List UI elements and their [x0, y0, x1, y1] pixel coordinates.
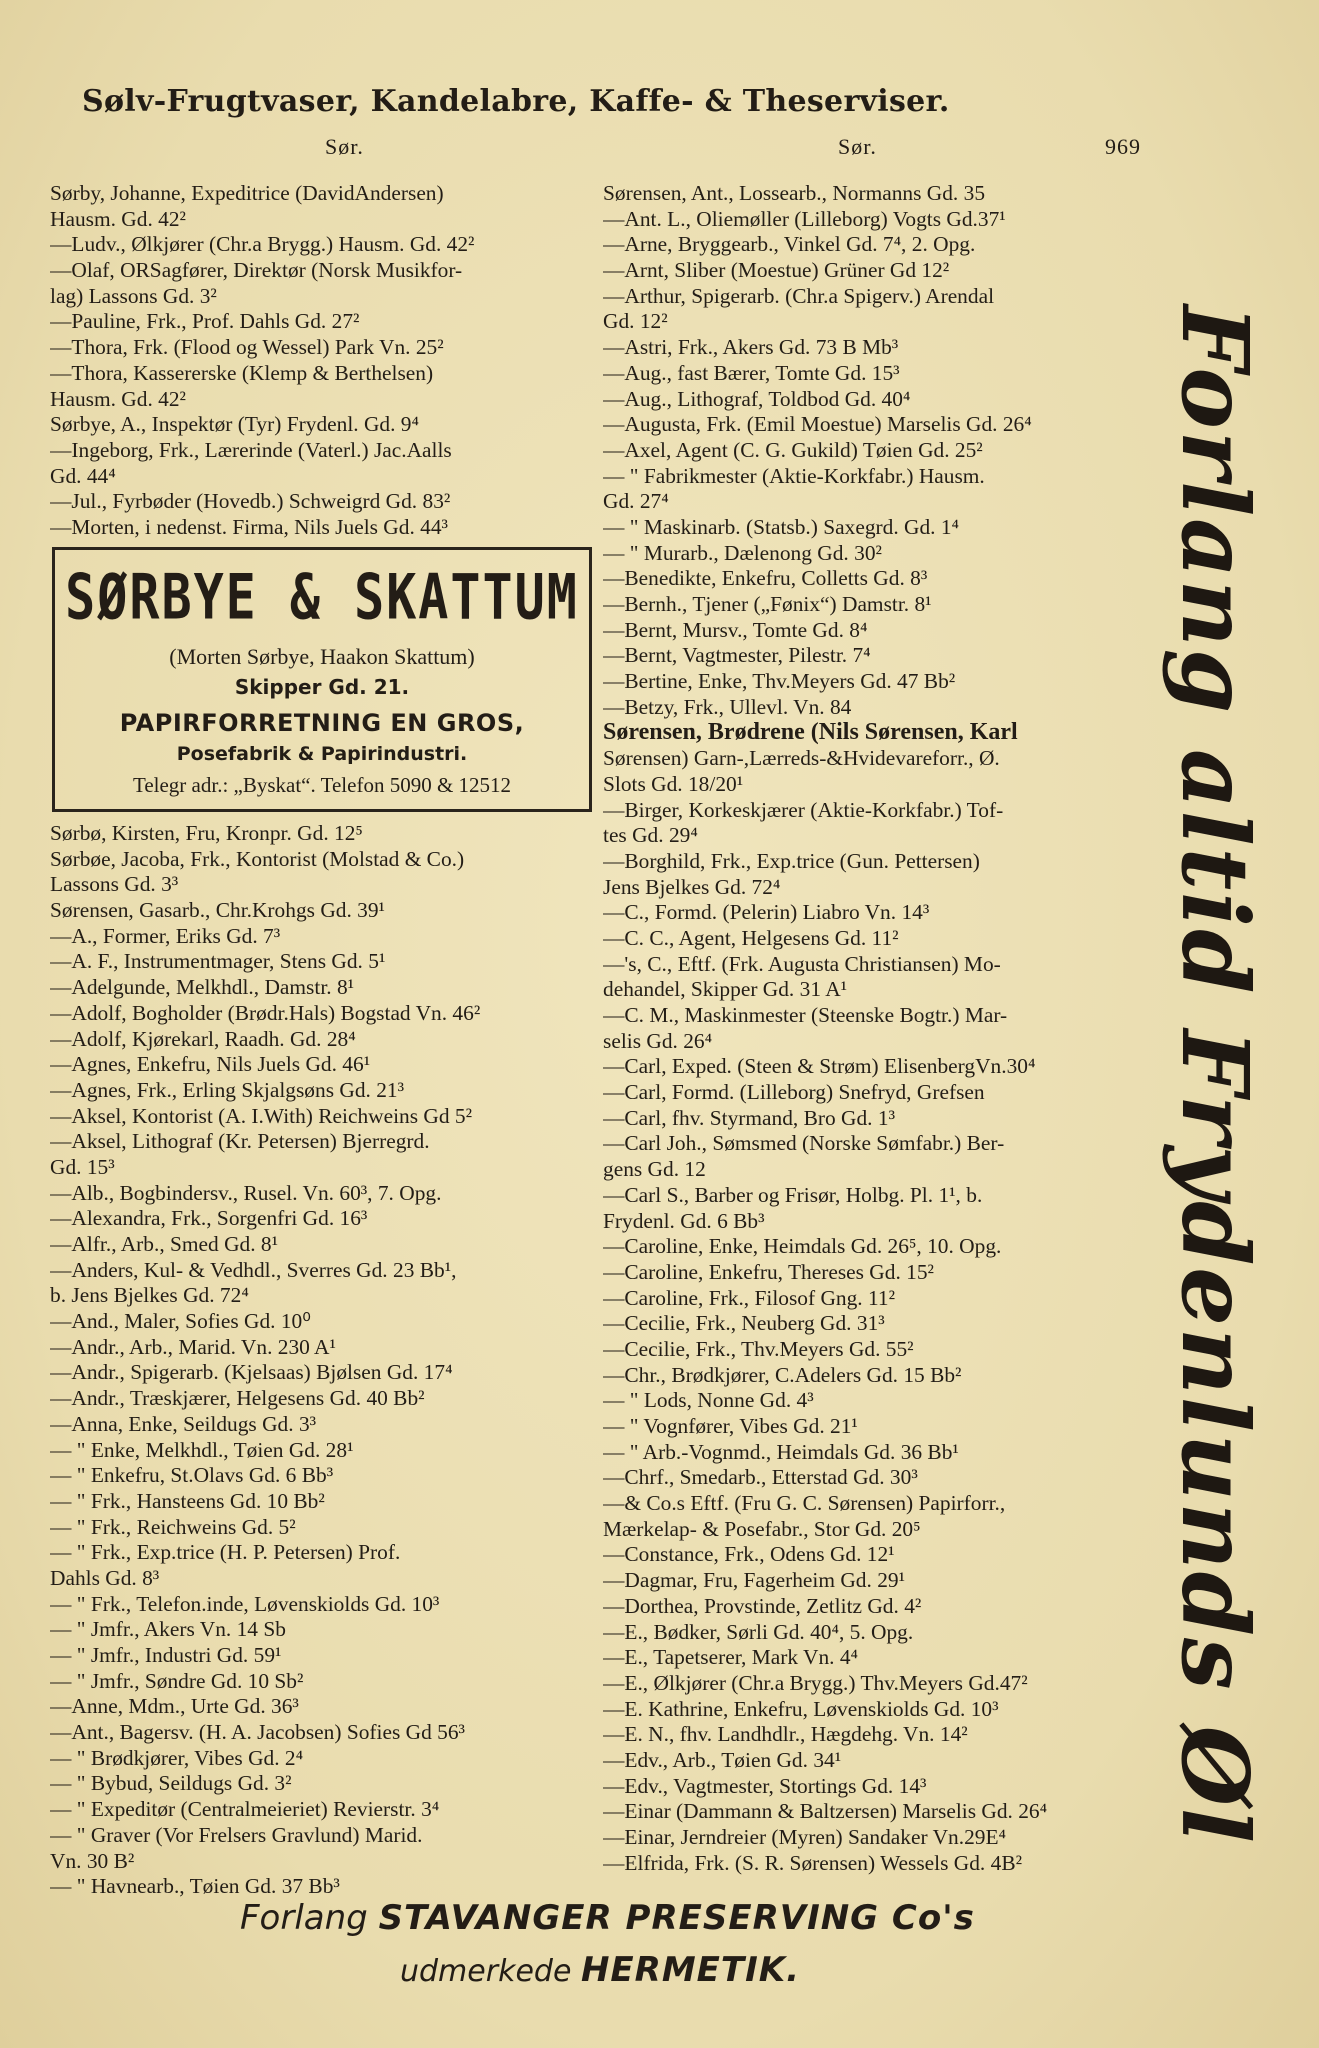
directory-entry-line: —Andr., Arb., Marid. Vn. 230 A¹: [50, 1334, 336, 1359]
directory-entry-line: Gd. 27⁴: [603, 489, 669, 514]
directory-entry-line: —Carl, Formd. (Lilleborg) Snefryd, Grefsen: [603, 1080, 985, 1105]
ad-address: Skipper Gd. 21.: [234, 675, 410, 699]
directory-entry-line: — " Frk., Hansteens Gd. 10 Bb²: [50, 1488, 325, 1513]
directory-entry-line: — " Lods, Nonne Gd. 4³: [603, 1388, 814, 1413]
directory-entry-line: —Bernt, Mursv., Tomte Gd. 8⁴: [603, 617, 868, 642]
directory-entry-line: —Chr., Brødkjører, C.Adelers Gd. 15 Bb²: [603, 1362, 962, 1387]
directory-entry-line: —Constance, Frk., Odens Gd. 12¹: [603, 1542, 895, 1567]
directory-entry-line: —Andr., Spigerarb. (Kjelsaas) Bjølsen Gd. 17⁴: [50, 1360, 453, 1385]
ad-title: SØRBYE & SKATTUM: [65, 560, 579, 634]
directory-entry-line: —Adolf, Kjørekarl, Raadh. Gd. 28⁴: [50, 1026, 356, 1051]
directory-entry-line: —Caroline, Frk., Filosof Gng. 11²: [603, 1285, 896, 1310]
left-column-top: [50, 181, 600, 541]
ad-subtitle: Posefabrik & Papirindustri.: [176, 743, 468, 765]
directory-entry-line: —Thora, Frk. (Flood og Wessel) Park Vn. 25²: [50, 335, 444, 360]
directory-entry-line: — " Enke, Melkhdl., Tøien Gd. 28¹: [50, 1437, 354, 1462]
directory-entry-line: —Anders, Kul- & Vedhdl., Sverres Gd. 23 Bb¹,: [50, 1257, 457, 1282]
directory-entry-line: —Ant. L., Oliemøller (Lilleborg) Vogts Gd.37¹: [603, 206, 1006, 231]
directory-entry-line: Gd. 44⁴: [50, 463, 116, 488]
directory-entry-line: —E. Kathrine, Enkefru, Løvenskiolds Gd. 10³: [603, 1696, 999, 1721]
directory-entry-line: —& Co.s Eftf. (Fru G. C. Sørensen) Papirforr.,: [603, 1491, 1006, 1516]
directory-entry-line: —Bertine, Enke, Thv.Meyers Gd. 47 Bb²: [603, 669, 956, 694]
directory-entry-line: —Chrf., Smedarb., Etterstad Gd. 30³: [603, 1465, 918, 1490]
directory-entry-line: —Dagmar, Fru, Fagerheim Gd. 29¹: [603, 1568, 905, 1593]
directory-entry-line: Slots Gd. 18/20¹: [603, 771, 744, 796]
directory-entry-line: Sørensen) Garn-,Lærreds-&Hvidevareforr., Ø.: [603, 746, 1000, 771]
ad-owner-names: (Morten Sørbye, Haakon Skattum): [169, 644, 475, 669]
directory-entry-line: —Aug., fast Bærer, Tomte Gd. 15³: [603, 360, 900, 385]
directory-entry-line: Sørbye, A., Inspektør (Tyr) Frydenl. Gd. 9⁴: [50, 412, 419, 437]
directory-entry-line: —Anne, Mdm., Urte Gd. 36³: [50, 1694, 299, 1719]
directory-entry-line: — " Graver (Vor Frelsers Gravlund) Marid.: [50, 1822, 423, 1847]
directory-entry-line: —A., Former, Eriks Gd. 7³: [50, 923, 281, 948]
directory-entry-line: Gd. 15³: [50, 1154, 115, 1179]
directory-entry-line: — " Enkefru, St.Olavs Gd. 6 Bb³: [50, 1463, 334, 1488]
directory-entry-line: — " Frk., Telefon.inde, Løvenskiolds Gd. 10³: [50, 1591, 440, 1616]
footer-line2-product: HERMETIK.: [580, 1950, 800, 1990]
ad-business: PAPIRFORRETNING EN GROS,: [119, 709, 525, 737]
directory-entry-line: b. Jens Bjelkes Gd. 72⁴: [50, 1283, 249, 1308]
directory-entry-line: tes Gd. 29⁴: [603, 823, 698, 848]
directory-entry-line: — " Vognfører, Vibes Gd. 21¹: [603, 1414, 858, 1438]
directory-entry-line: —Arne, Bryggearb., Vinkel Gd. 7⁴, 2. Opg.: [603, 232, 976, 257]
directory-entry-line: Sørby, Johanne, Expeditrice (DavidAndersen): [50, 181, 444, 205]
directory-entry-line: —Alexandra, Frk., Sorgenfri Gd. 16³: [50, 1206, 368, 1231]
directory-entry-line: Hausm. Gd. 42²: [50, 206, 186, 231]
directory-entry-line: —A. F., Instrumentmager, Stens Gd. 5¹: [50, 949, 386, 974]
left-column-bottom: [50, 821, 600, 1900]
directory-entry-line: —Alfr., Arb., Smed Gd. 8¹: [50, 1232, 279, 1256]
footer-line2-prefix: udmerkede: [400, 1954, 572, 1989]
directory-entry-line: —Caroline, Enke, Heimdals Gd. 26⁵, 10. Opg.: [603, 1234, 1002, 1259]
directory-entry-line: — " Jmfr., Industri Gd. 59¹: [50, 1643, 282, 1667]
directory-entry-line: Jens Bjelkes Gd. 72⁴: [603, 874, 781, 899]
directory-entry-line: —E., Ølkjører (Chr.a Brygg.) Thv.Meyers Gd.47²: [603, 1670, 1028, 1695]
directory-entry-line: Gd. 12²: [603, 309, 668, 334]
directory-entry-line: — " Expeditør (Centralmeieriet) Revierstr. 3⁴: [50, 1797, 440, 1822]
directory-entry-line: —Anna, Enke, Seildugs Gd. 3³: [50, 1411, 317, 1436]
directory-entry-line: —Aksel, Kontorist (A. I.With) Reichweins Gd 5²: [50, 1103, 473, 1128]
directory-entry-line: —'s, C., Eftf. (Frk. Augusta Christiansen) Mo-: [603, 951, 1001, 976]
directory-entry-line: — " Murarb., Dælenong Gd. 30²: [603, 540, 882, 565]
directory-entry-line: —Ludv., Ølkjører (Chr.a Brygg.) Hausm. Gd. 42²: [50, 232, 475, 257]
directory-entry-line: — " Maskinarb. (Statsb.) Saxegrd. Gd. 1⁴: [603, 514, 960, 539]
directory-entry-line: —Carl, Exped. (Steen & Strøm) ElisenbergVn.30⁴: [603, 1054, 1036, 1079]
directory-entry-line: —Cecilie, Frk., Neuberg Gd. 31³: [603, 1311, 885, 1336]
directory-entry-line: Frydenl. Gd. 6 Bb³: [603, 1208, 765, 1233]
directory-entry-line: — " Bybud, Seildugs Gd. 3²: [50, 1771, 292, 1796]
sorbye-skattum-advertisement: [52, 547, 592, 812]
directory-entry-line: —Thora, Kassererske (Klemp & Berthelsen): [50, 360, 434, 385]
directory-entry-line: —Bernt, Vagtmester, Pilestr. 7⁴: [603, 643, 871, 668]
footer-line1-prefix: Forlang: [240, 1898, 368, 1938]
directory-entry-line: —Elfrida, Frk. (S. R. Sørensen) Wessels Gd. 4B²: [603, 1850, 1023, 1875]
directory-entry-line: —Cecilie, Frk., Thv.Meyers Gd. 55²: [603, 1336, 914, 1361]
directory-entry-line: —Einar, Jerndreier (Myren) Sandaker Vn.29E⁴: [603, 1825, 1006, 1849]
directory-entry-line: —Carl S., Barber og Frisør, Holbg. Pl. 1¹, b.: [603, 1182, 983, 1207]
directory-entry-line: — " Fabrikmester (Aktie-Korkfabr.) Hausm.: [603, 463, 985, 488]
directory-entry-line: —Dorthea, Provstinde, Zetlitz Gd. 4²: [603, 1593, 922, 1618]
directory-entry-line: —Caroline, Enkefru, Thereses Gd. 15²: [603, 1259, 934, 1284]
directory-entry-line: Sørbøe, Jacoba, Frk., Kontorist (Molstad & Co.): [50, 846, 465, 871]
directory-entry-line: —Edv., Arb., Tøien Gd. 34¹: [603, 1747, 842, 1772]
directory-entry-line: —Carl Joh., Sømsmed (Norske Sømfabr.) Ber-: [603, 1131, 1005, 1156]
directory-entry-line: —Olaf, ORSagfører, Direktør (Norsk Musikfor-: [50, 258, 463, 283]
directory-entry-line: —Arnt, Sliber (Moestue) Grüner Gd 12²: [603, 258, 950, 283]
right-column: [603, 181, 1155, 1876]
directory-entry-line: Sørensen, Ant., Lossearb., Normanns Gd. 35: [603, 181, 986, 205]
directory-entry-line: —Ant., Bagersv. (H. A. Jacobsen) Sofies Gd 56³: [50, 1720, 465, 1745]
directory-entry-line: lag) Lassons Gd. 3²: [50, 283, 217, 308]
directory-entry-line: Hausm. Gd. 42²: [50, 386, 186, 411]
directory-entry-line: —Einar (Dammann & Baltzersen) Marselis Gd. 26⁴: [603, 1799, 1048, 1824]
directory-entry-line: —Morten, i nedenst. Firma, Nils Juels Gd. 44³: [50, 514, 448, 539]
directory-entry-line: —Benedikte, Enkefru, Colletts Gd. 8³: [603, 566, 928, 591]
directory-entry-line: —Astri, Frk., Akers Gd. 73 B Mb³: [603, 335, 899, 360]
running-head-left: Sør.: [325, 134, 364, 159]
directory-entry-line: gens Gd. 12: [603, 1157, 706, 1182]
directory-entry-line: —C., Formd. (Pelerin) Liabro Vn. 14³: [603, 900, 930, 925]
directory-entry-line: — " Jmfr., Søndre Gd. 10 Sb²: [50, 1668, 304, 1693]
directory-entry-line: —Edv., Vagtmester, Stortings Gd. 14³: [603, 1773, 927, 1798]
page-number: 969: [1105, 134, 1141, 159]
directory-entry-line: —Agnes, Enkefru, Nils Juels Gd. 46¹: [50, 1052, 371, 1077]
directory-entry-line: —Agnes, Frk., Erling Skjalgsøns Gd. 21³: [50, 1077, 405, 1102]
directory-entry-line: —Birger, Korkeskjærer (Aktie-Korkfabr.) Tof-: [603, 797, 1004, 822]
directory-entry-line: dehandel, Skipper Gd. 31 A¹: [603, 977, 848, 1002]
ad-telegraph: Telegr adr.: „Byskat“. Telefon 5090 & 12512: [132, 773, 512, 797]
directory-entry-line: —Alb., Bogbindersv., Rusel. Vn. 60³, 7. Opg.: [50, 1180, 442, 1205]
directory-entry-line: —Andr., Træskjærer, Helgesens Gd. 40 Bb²: [50, 1386, 425, 1411]
directory-entry-line: —Jul., Fyrbøder (Hovedb.) Schweigrd Gd. 83²: [50, 489, 451, 514]
directory-entry-line: Mærkelap- & Posefabr., Stor Gd. 20⁵: [603, 1516, 921, 1541]
directory-entry-line: Sørbø, Kirsten, Fru, Kronpr. Gd. 12⁵: [50, 821, 363, 845]
directory-entry-line: —Betzy, Frk., Ullevl. Vn. 84: [603, 694, 852, 719]
directory-entry-line: — " Frk., Exp.trice (H. P. Petersen) Prof.: [50, 1540, 401, 1565]
side-advertisement-text: Forlang altid Frydenlunds Øl: [1161, 305, 1269, 1845]
directory-entry-line: Dahls Gd. 8³: [50, 1565, 160, 1590]
directory-entry-line: Sørensen, Gasarb., Chr.Krohgs Gd. 39¹: [50, 898, 385, 923]
directory-entry-line: — " Frk., Reichweins Gd. 5²: [50, 1514, 296, 1539]
directory-entry-line: —Arthur, Spigerarb. (Chr.a Spigerv.) Arendal: [603, 283, 995, 308]
running-head-right: Sør.: [838, 134, 877, 159]
footer-line1-brand: STAVANGER PRESERVING Co's: [378, 1898, 975, 1938]
footer-advertisement-line2: [400, 1950, 800, 1990]
directory-entry-line: Lassons Gd. 3³: [50, 872, 179, 897]
directory-entry-line: —Pauline, Frk., Prof. Dahls Gd. 27²: [50, 309, 360, 334]
directory-entry-line: —E., Tapetserer, Mark Vn. 4⁴: [603, 1645, 858, 1670]
directory-entry-line: — " Arb.-Vognmd., Heimdals Gd. 36 Bb¹: [603, 1439, 959, 1464]
directory-entry-line: —Augusta, Frk. (Emil Moestue) Marselis Gd. 26⁴: [603, 412, 1032, 437]
footer-advertisement-line1: [240, 1898, 975, 1938]
directory-entry-line: Sørensen, Brødrene (Nils Sørensen, Karl: [603, 720, 1018, 746]
directory-entry-line: —Ingeborg, Frk., Lærerinde (Vaterl.) Jac.Aalls: [50, 437, 452, 462]
directory-entry-line: —And., Maler, Sofies Gd. 10⁰: [50, 1309, 311, 1334]
directory-entry-line: —C. C., Agent, Helgesens Gd. 11²: [603, 925, 899, 950]
directory-entry-line: —Carl, fhv. Styrmand, Bro Gd. 1³: [603, 1105, 895, 1130]
directory-entry-line: — " Brødkjører, Vibes Gd. 2⁴: [50, 1745, 304, 1770]
directory-entry-line: —E. N., fhv. Landhdlr., Hægdehg. Vn. 14²: [603, 1722, 968, 1747]
directory-entry-line: —Aksel, Lithograf (Kr. Petersen) Bjerregrd.: [50, 1129, 430, 1154]
directory-entry-line: —Axel, Agent (C. G. Gukild) Tøien Gd. 25²: [603, 437, 983, 462]
directory-entry-line: —Borghild, Frk., Exp.trice (Gun. Pettersen): [603, 848, 980, 873]
directory-entry-line: —C. M., Maskinmester (Steenske Bogtr.) Mar-: [603, 1003, 1008, 1027]
directory-entry-line: —Adelgunde, Melkhdl., Damstr. 8¹: [50, 975, 355, 1000]
side-advertisement: [1135, 305, 1295, 1845]
directory-entry-line: Vn. 30 B²: [50, 1848, 135, 1873]
directory-entry-line: — " Havnearb., Tøien Gd. 37 Bb³: [50, 1874, 340, 1899]
directory-entry-line: —Adolf, Bogholder (Brødr.Hals) Bogstad Vn. 46²: [50, 1000, 481, 1025]
banner-advertisement: Sølv-Frugtvaser, Kandelabre, Kaffe- & Theserviser.: [82, 84, 950, 119]
directory-entry-line: —E., Bødker, Sørli Gd. 40⁴, 5. Opg.: [603, 1619, 914, 1644]
directory-entry-line: —Aug., Lithograf, Toldbod Gd. 40⁴: [603, 386, 911, 411]
directory-entry-line: — " Jmfr., Akers Vn. 14 Sb: [50, 1617, 286, 1642]
directory-entry-line: —Bernh., Tjener („Fønix“) Damstr. 8¹: [603, 592, 932, 616]
directory-entry-line: selis Gd. 26⁴: [603, 1028, 713, 1053]
